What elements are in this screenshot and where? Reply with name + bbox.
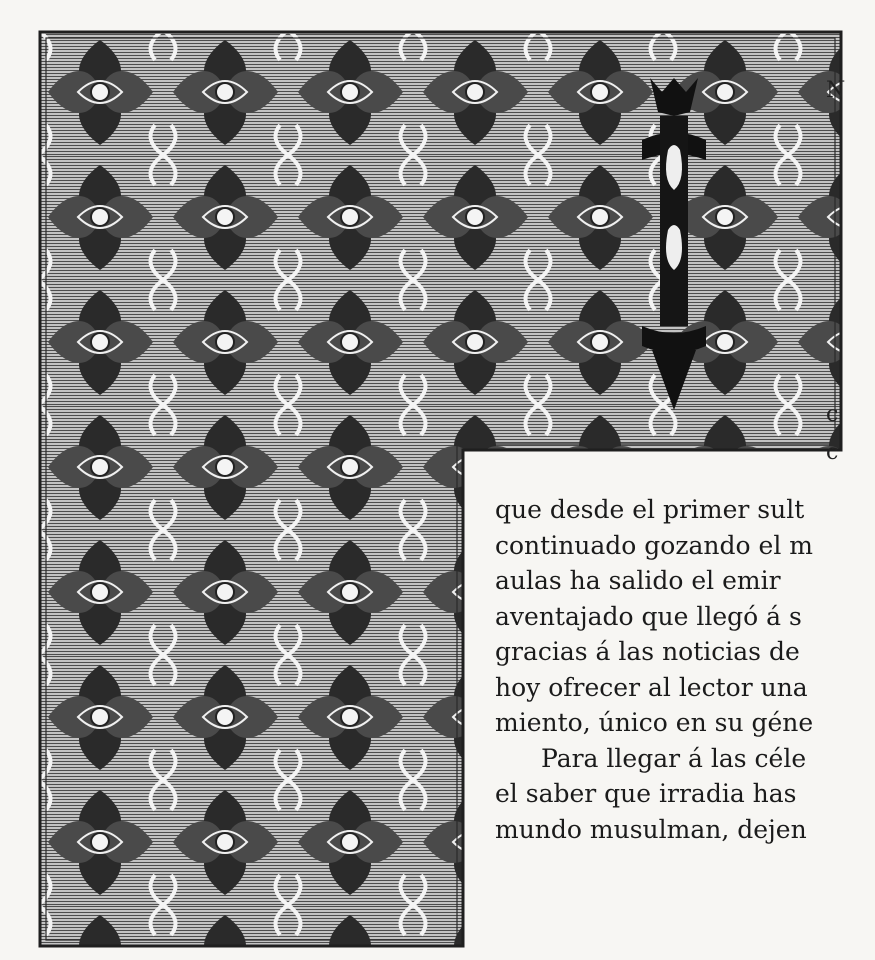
text-line: miento, único en su géne	[495, 708, 814, 737]
text-line: el saber que irradia has	[495, 779, 797, 808]
text-line: aulas ha salido el emir	[495, 566, 781, 595]
text-line: mundo musulman, dejen	[495, 814, 807, 844]
text-line: aventajado que llegó á s	[495, 601, 802, 631]
edge-letter: c	[826, 440, 839, 465]
text-line: que desde el primer sult	[495, 495, 805, 524]
text-line: hoy ofrecer al lector una	[495, 672, 808, 702]
edge-letter: c	[826, 402, 839, 427]
edge-letter: N	[826, 78, 846, 103]
text-line: gracias á las noticias de	[495, 637, 800, 666]
text-line: Para llegar á las céle	[541, 743, 807, 773]
body-text	[495, 492, 875, 847]
text-line: continuado gozando el m	[495, 530, 813, 560]
